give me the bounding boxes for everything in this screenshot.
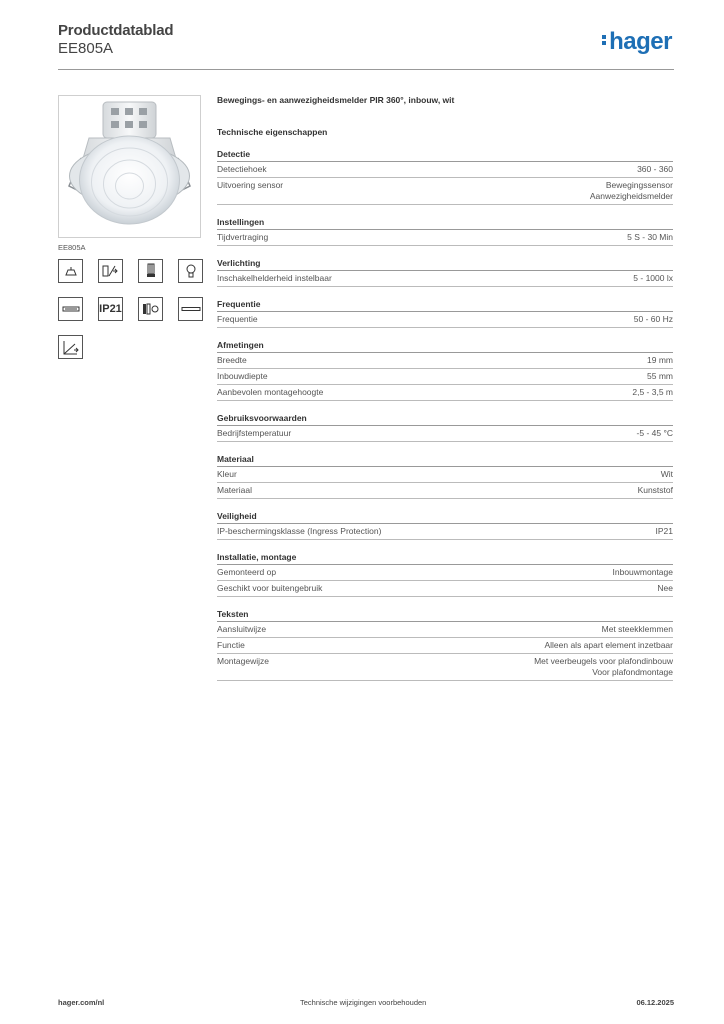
specifications: [217, 95, 673, 681]
hager-logo: hager: [602, 28, 672, 56]
spec-row: [217, 178, 673, 205]
section-title: Materiaal: [217, 454, 673, 467]
spec-row: [217, 385, 673, 401]
spec-row: [217, 312, 673, 328]
spec-row: [217, 622, 673, 638]
ip-rating-icon: IP21: [98, 297, 123, 321]
spec-value: [634, 314, 673, 325]
spec-value: [632, 387, 673, 398]
spec-key: Functie: [217, 640, 245, 650]
section-title: Instellingen: [217, 217, 673, 230]
spec-section: [217, 413, 673, 442]
spec-key: Aanbevolen montagehoogte: [217, 387, 324, 397]
spec-row: [217, 426, 673, 442]
spec-value: [544, 640, 673, 651]
spec-value-line: Bewegingssensor: [605, 180, 673, 190]
section-title: Frequentie: [217, 299, 673, 312]
spec-row: [217, 353, 673, 369]
spec-key: Geschikt voor buitengebruik: [217, 583, 323, 593]
spec-row: [217, 581, 673, 597]
spec-value: [638, 485, 673, 496]
spec-key: Bedrijfstemperatuur: [217, 428, 292, 438]
spec-row: [217, 467, 673, 483]
spec-value-line: Alleen als apart element inzetbaar: [544, 640, 673, 650]
spec-key: Materiaal: [217, 485, 252, 495]
spec-section: [217, 552, 673, 597]
spec-key: IP-beschermingsklasse (Ingress Protection): [217, 526, 382, 536]
slope-sensor-icon: [58, 335, 83, 359]
spec-value: [647, 371, 673, 382]
spec-row: [217, 230, 673, 246]
spec-section: [217, 217, 673, 246]
spec-value-line: Aanwezigheidsmelder: [589, 191, 673, 201]
footer-date: 06.12.2025: [636, 998, 674, 1007]
spec-value: [613, 567, 674, 578]
spec-value-line: 2,5 - 3,5 m: [632, 387, 673, 397]
spec-value-line: -5 - 45 °C: [636, 428, 673, 438]
spec-key: Kleur: [217, 469, 237, 479]
spec-row: [217, 638, 673, 654]
spec-value-line: 55 mm: [647, 371, 673, 381]
spec-row: [217, 271, 673, 287]
spec-value-line: Met veerbeugels voor plafondinbouw: [534, 656, 673, 666]
spec-key: Montagewijze: [217, 656, 269, 666]
spec-key: Gemonteerd op: [217, 567, 277, 577]
footer-disclaimer: Technische wijzigingen voorbehouden: [300, 998, 427, 1007]
spec-value: [534, 656, 673, 678]
header-divider: [58, 69, 674, 70]
led-strip-icon: [58, 297, 83, 321]
spec-value-line: Met steekklemmen: [601, 624, 673, 634]
section-title: Afmetingen: [217, 340, 673, 353]
spec-value-line: 5 - 1000 lx: [633, 273, 673, 283]
spec-row: [217, 369, 673, 385]
spec-value: [657, 583, 673, 594]
bulb-icon: [178, 259, 203, 283]
spec-value: [661, 469, 673, 480]
spec-row: [217, 524, 673, 540]
spec-key: Uitvoering sensor: [217, 180, 284, 190]
ceiling-mount-icon: [58, 259, 83, 283]
spec-value-line: 5 S - 30 Min: [627, 232, 673, 242]
spec-key: Aansluitwijze: [217, 624, 267, 634]
section-title: Detectie: [217, 149, 673, 162]
spec-value-line: Kunststof: [637, 485, 673, 495]
section-title: Teksten: [217, 609, 673, 622]
product-code: EE805A: [58, 40, 114, 57]
product-description: Bewegings- en aanwezigheidsmelder PIR 360°, inbouw, wit: [217, 95, 455, 105]
spec-value-line: Voor plafondmontage: [592, 667, 673, 677]
spec-section: [217, 340, 673, 401]
motion-detector-image: [59, 96, 200, 237]
product-photo: [58, 95, 201, 238]
tube-lamp-icon: [178, 297, 203, 321]
spec-value: [656, 526, 674, 537]
spec-value: [602, 624, 673, 635]
spec-section: [217, 454, 673, 499]
document-title: Productdatablad: [58, 22, 174, 39]
spec-key: Detectiehoek: [217, 164, 267, 174]
fluorescent-lamp-icon: [138, 259, 163, 283]
page-header: [58, 22, 674, 68]
footer-website: hager.com/nl: [58, 998, 105, 1007]
section-title: Gebruiksvoorwaarden: [217, 413, 673, 426]
spec-section: [217, 258, 673, 287]
spec-value-line: 19 mm: [647, 355, 673, 365]
motion-sensor-icon: [98, 259, 123, 283]
spec-value-line: 50 - 60 Hz: [633, 314, 673, 324]
spec-value: [590, 180, 673, 202]
spec-key: Breedte: [217, 355, 247, 365]
spec-value: [637, 164, 673, 175]
spec-value-line: 360 - 360: [637, 164, 673, 174]
tech-properties-title: Technische eigenschappen: [217, 127, 328, 137]
spec-section: [217, 609, 673, 681]
spec-key: Tijdvertraging: [217, 232, 269, 242]
spec-value: [633, 273, 673, 284]
spec-key: Frequentie: [217, 314, 258, 324]
spec-section: [217, 299, 673, 328]
spec-value-line: Nee: [657, 583, 673, 593]
section-title: Veiligheid: [217, 511, 673, 524]
spec-section: [217, 511, 673, 540]
photo-caption: EE805A: [58, 243, 86, 252]
spec-row: [217, 654, 673, 681]
spec-value: [647, 355, 673, 366]
spec-section: [217, 149, 673, 205]
spec-row: [217, 565, 673, 581]
spec-value-line: Wit: [660, 469, 673, 479]
spec-value-line: IP21: [655, 526, 673, 536]
section-title: Installatie, montage: [217, 552, 673, 565]
spec-value: [637, 428, 673, 439]
section-title: Verlichting: [217, 258, 673, 271]
spec-key: Inbouwdiepte: [217, 371, 268, 381]
presence-icon: [138, 297, 163, 321]
spec-value-line: Inbouwmontage: [612, 567, 673, 577]
spec-key: Inschakelhelderheid instelbaar: [217, 273, 332, 283]
spec-value: [627, 232, 673, 243]
spec-row: [217, 483, 673, 499]
spec-row: [217, 162, 673, 178]
